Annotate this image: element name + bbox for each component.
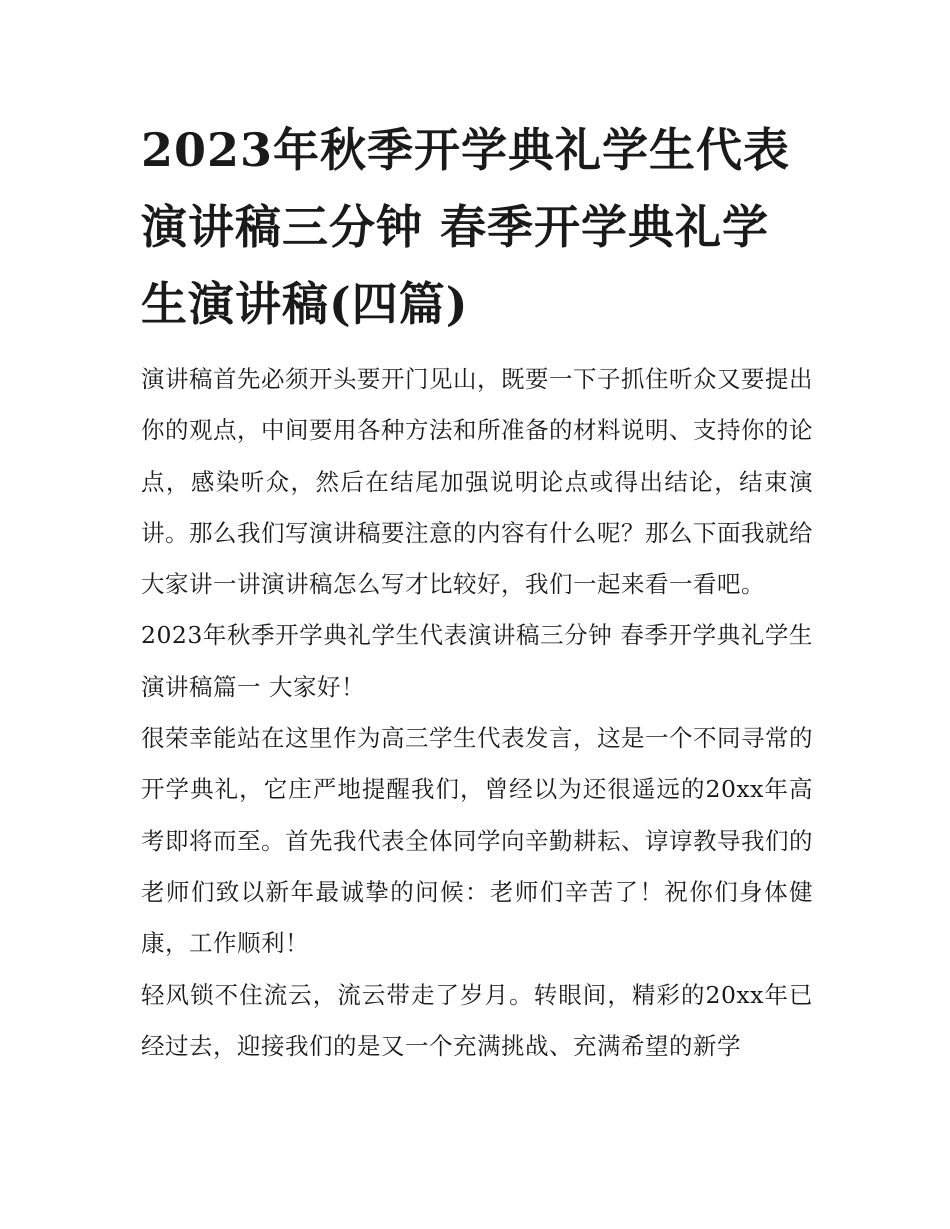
document-title: 2023年秋季开学典礼学生代表演讲稿三分钟 春季开学典礼学生演讲稿(四篇) [141,123,791,331]
paragraph-speech-heading: 2023年秋季开学典礼学生代表演讲稿三分钟 春季开学典礼学生演讲稿篇一 大家好！ [141,621,813,701]
paragraph-new-semester: 轻风锁不住流云，流云带走了岁月。转眼间，精彩的20xx年已经过去，迎接我们的是又一个充满挑战、充满希望的新学 [141,980,813,1060]
paragraph-intro: 演讲稿首先必须开头要开门见山，既要一下子抓住听众又要提出你的观点，中间要用各种方法和所准备的材料说明、支持你的论点，感染听众，然后在结尾加强说明论点或得出结论，结束演讲。那么我们写演讲稿要注意的内容有什么呢？那么下面我就给大家讲一讲演讲稿怎么写才比较好，我们一起来看一看吧。 [141,365,813,599]
document-page [141,112,813,1072]
paragraph-greeting: 很荣幸能站在这里作为高三学生代表发言，这是一个不同寻常的开学典礼，它庄严地提醒我们，曾经以为还很遥远的20xx年高考即将而至。首先我代表全体同学向辛勤耕耘、谆谆教导我们的老师们致以新年最诚挚的问候：老师们辛苦了！祝你们身体健康，工作顺利！ [141,724,813,958]
document-body [141,354,813,1072]
